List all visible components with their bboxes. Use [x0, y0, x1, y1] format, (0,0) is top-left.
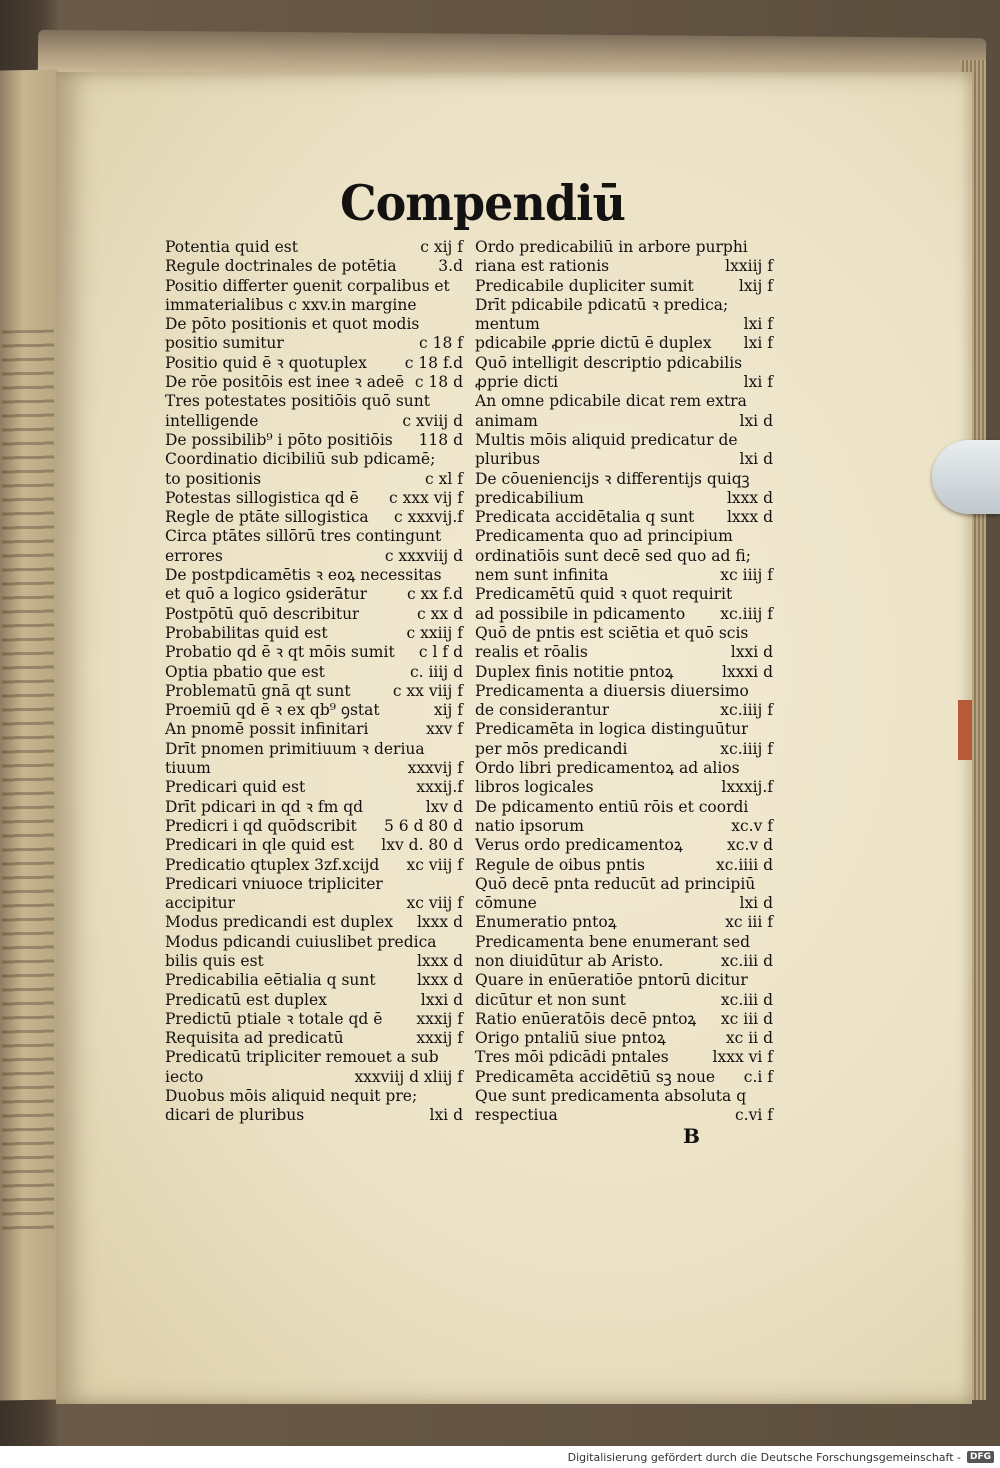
index-entry-ref: lxxx d: [416, 951, 463, 970]
index-entry-ref: xxxviij d xliij f: [354, 1067, 463, 1086]
index-entry: [165, 913, 463, 932]
index-entry-text: De postpdicamētis ꝛ eoꝝ necessitas: [165, 566, 442, 585]
index-entry: [165, 1068, 463, 1087]
index-entry-ref: lxxi d: [730, 643, 773, 662]
index-entry-text: Drīt pdicabile pdicatū ꝛ predica;: [475, 295, 729, 314]
index-entry-text: Duobus mōis aliquid nequit pre;: [165, 1087, 418, 1106]
index-entry-ref: lxxxi d: [722, 662, 773, 681]
index-entry: [475, 547, 773, 566]
index-entry-text: Ratio enūeratōis decē pntoꝝ: [475, 1009, 697, 1028]
index-entry: [165, 971, 463, 990]
index-entry: [165, 778, 463, 797]
index-entry-ref: c xl f: [425, 469, 463, 488]
index-entry-text: Predicamēta accidētiū sꝫ noue: [475, 1067, 716, 1086]
index-entry-ref: lxi f: [743, 373, 773, 392]
index-entry-text: An pnomē possit infinitari: [165, 720, 369, 739]
index-entry-text: Problematū gnā qt sunt: [165, 681, 351, 700]
index-entry-ref: lxxx vi f: [712, 1048, 773, 1067]
index-entry-text: Que sunt predicamenta absoluta q: [475, 1087, 747, 1106]
index-entry-text: errores: [165, 546, 223, 565]
index-entry-ref: lxi d: [429, 1106, 463, 1125]
index-entry: [165, 701, 463, 720]
index-entry: [475, 643, 773, 662]
index-entry: [165, 682, 463, 701]
index-entry: [475, 933, 773, 952]
index-entry: [165, 875, 463, 894]
index-entry-text: Predicari vniuoce tripliciter: [165, 874, 383, 893]
index-entry: [165, 836, 463, 855]
facing-page-edge: [0, 69, 58, 1400]
index-entry: [165, 508, 463, 527]
index-entry: [165, 431, 463, 450]
index-entry: [475, 527, 773, 546]
index-entry: [475, 585, 773, 604]
index-entry: [475, 431, 773, 450]
index-entry: [165, 605, 463, 624]
index-entry-text: per mōs predicandi: [475, 739, 628, 758]
index-entry: [475, 412, 773, 431]
index-entry: [165, 489, 463, 508]
index-entry: [165, 315, 463, 334]
index-entry: [165, 238, 463, 257]
index-entry-ref: lxi d: [739, 450, 773, 469]
page-content: [165, 174, 775, 1180]
index-entry: [165, 740, 463, 759]
index-entry: [475, 315, 773, 334]
index-entry-text: Verus ordo predicamentoꝝ: [475, 836, 683, 855]
index-entry-text: to positionis: [165, 469, 262, 488]
index-entry-text: iecto: [165, 1067, 204, 1086]
index-entry-ref: c xxiij f: [406, 623, 463, 642]
index-entry-text: libros logicales: [475, 778, 594, 797]
index-entry-text: Quare in enūeratiōe pntorū dicitur: [475, 971, 748, 990]
index-entry: [165, 952, 463, 971]
right-column: [475, 238, 773, 1126]
index-entry-text: respectiua: [475, 1106, 558, 1125]
index-entry-ref: c. iiij d: [409, 662, 463, 681]
index-entry: [165, 1029, 463, 1048]
index-entry-ref: lxij f: [738, 276, 773, 295]
index-entry: [475, 566, 773, 585]
index-entry: [475, 1106, 773, 1125]
index-entry: [475, 856, 773, 875]
index-entry-ref: lxi f: [743, 334, 773, 353]
index-entry-ref: c xxx vij f: [389, 488, 463, 507]
index-entry-text: ordinatiōis sunt decē sed quo ad fi;: [475, 546, 751, 565]
index-entry-text: Predicata accidētalia q sunt: [475, 508, 695, 527]
dfg-logo: DFG: [967, 1451, 994, 1463]
index-entry-text: Positio differter ꝯuenit corpalibus et: [165, 276, 450, 295]
index-entry: [165, 817, 463, 836]
index-entry: [165, 527, 463, 546]
index-entry-ref: lxv d: [425, 797, 463, 816]
index-entry-ref: xc.iiij f: [720, 739, 773, 758]
footer-credit: Digitalisierung gefördert durch die Deutsche Forschungsgemeinschaft -: [567, 1450, 961, 1464]
index-entry: [165, 643, 463, 662]
index-entry-ref: xxxvij f: [407, 759, 463, 778]
index-entry: [165, 663, 463, 682]
index-entry-ref: xc viij f: [406, 855, 463, 874]
index-entry-ref: lxv d. 80 d: [381, 836, 463, 855]
page-clip: [932, 440, 1000, 514]
index-entry: [475, 508, 773, 527]
index-entry-ref: lxxxij.f: [721, 778, 773, 797]
index-entry-text: cōmune: [475, 894, 537, 913]
index-entry-text: pdicabile ꝓprie dictū ē duplex: [475, 334, 712, 353]
index-entry-ref: c xxxvij.f: [393, 508, 463, 527]
index-entry: [475, 238, 773, 257]
index-entry-text: Multis mōis aliquid predicatur de: [475, 430, 738, 449]
index-entry: [165, 566, 463, 585]
index-entry: [165, 759, 463, 778]
index-entry: [165, 798, 463, 817]
index-entry: [165, 585, 463, 604]
index-entry-ref: c 18 f.d: [404, 353, 463, 372]
index-entry-ref: xij f: [433, 701, 463, 720]
index-entry: [475, 1068, 773, 1087]
index-entry-text: De possibilib⁹ i pōto positiōis: [165, 430, 393, 449]
index-entry: [165, 412, 463, 431]
index-entry-text: Predicamēta in logica distinguūtur: [475, 720, 749, 739]
index-entry-text: accipitur: [165, 894, 236, 913]
index-entry-ref: c 18 d: [414, 373, 463, 392]
index-entry: [475, 296, 773, 315]
index-entry-text: Proemiū qd ē ꝛ ex qb⁹ ꝯstat: [165, 701, 380, 720]
index-entry-text: Predicabilia eētialia q sunt: [165, 971, 376, 990]
index-entry-text: Coordinatio dicibiliū sub pdicamē;: [165, 450, 436, 469]
index-entry: [165, 354, 463, 373]
index-entry-ref: xc.v d: [727, 836, 773, 855]
index-entry: [165, 933, 463, 952]
index-entry-ref: lxxx d: [726, 508, 773, 527]
index-entry-text: Drīt pdicari in qd ꝛ fm qd: [165, 797, 364, 816]
index-entry-text: Probatio qd ē ꝛ qt mōis sumit: [165, 643, 395, 662]
index-entry-ref: c xx f.d: [406, 585, 463, 604]
index-entry: [165, 1048, 463, 1067]
index-entry-ref: lxxiij f: [725, 257, 773, 276]
index-entry-text: Potentia quid est: [165, 238, 298, 256]
index-entry-text: bilis quis est: [165, 951, 264, 970]
index-entry-text: Quō decē pnta reducūt ad principiū: [475, 874, 756, 893]
index-entry: [475, 971, 773, 990]
index-entry: [475, 354, 773, 373]
index-entry: [475, 663, 773, 682]
index-entry-text: An omne pdicabile dicat rem extra: [475, 392, 747, 411]
index-entry-ref: lxxi d: [420, 990, 463, 1009]
index-entry: [475, 624, 773, 643]
index-entry-text: intelligende: [165, 411, 259, 430]
index-entry-text: mentum: [475, 315, 540, 334]
index-entry-text: De pōto positionis et quot modis: [165, 315, 420, 334]
index-entry-text: Potestas sillogistica qd ē: [165, 488, 359, 507]
index-entry-text: Duplex finis notitie pntoꝝ: [475, 662, 674, 681]
index-entry-text: De rōe positōis est inee ꝛ adeē: [165, 373, 405, 392]
index-entry-ref: c l f d: [418, 643, 463, 662]
index-entry-text: Predicamenta quo ad principium: [475, 527, 733, 546]
index-entry: [475, 277, 773, 296]
index-entry: [475, 759, 773, 778]
index-entry: [165, 856, 463, 875]
index-entry: [475, 798, 773, 817]
index-entry: [165, 277, 463, 296]
index-entry-text: De pdicamento entiū rōis et coordi: [475, 797, 749, 816]
index-entry-ref: xc iii d: [720, 1009, 773, 1028]
index-entry-ref: xc.iiij f: [720, 604, 773, 623]
index-entry-text: pluribus: [475, 450, 541, 469]
index-entry-text: Requisita ad predicatū: [165, 1029, 344, 1048]
index-entry-text: Tres potestates positiōis quō sunt: [165, 392, 430, 411]
index-entry: [165, 894, 463, 913]
index-entry: [165, 547, 463, 566]
index-entry: [475, 450, 773, 469]
index-entry: [165, 450, 463, 469]
index-entry: [475, 836, 773, 855]
index-entry-ref: xc.v f: [731, 816, 773, 835]
index-entry-text: Regule doctrinales de potētia: [165, 257, 397, 276]
index-entry-ref: xc viij f: [406, 894, 463, 913]
index-entry-ref: c xij f: [420, 238, 463, 256]
index-entry-text: Probabilitas quid est: [165, 623, 328, 642]
index-entry-ref: xc.iiii d: [715, 855, 773, 874]
index-entry: [475, 913, 773, 932]
index-entry-ref: lxxx d: [416, 913, 463, 932]
index-entry-ref: 3.d: [438, 257, 463, 276]
index-entry-text: animam: [475, 411, 538, 430]
index-entry-ref: lxi d: [739, 411, 773, 430]
index-entry: [165, 257, 463, 276]
index-entry-ref: c xx viij f: [392, 681, 463, 700]
index-entry-text: Modus pdicandi cuiuslibet predica: [165, 932, 437, 951]
index-entry: [475, 817, 773, 836]
index-entry: [475, 682, 773, 701]
index-entry: [475, 605, 773, 624]
index-entry-text: Circa ptātes sillōrū tres contingunt: [165, 527, 442, 546]
index-entry-text: Predicari in qle quid est: [165, 836, 355, 855]
index-entry-ref: xc ii d: [725, 1029, 773, 1048]
index-entry-text: Quō intelligit descriptio pdicabilis: [475, 353, 743, 372]
index-entry-text: dicari de pluribus: [165, 1106, 305, 1125]
index-entry: [165, 1087, 463, 1106]
index-entry-text: immaterialibus c xxv.in margine: [165, 295, 417, 314]
index-entry-text: Origo pntaliū siue pntoꝝ: [475, 1029, 666, 1048]
index-entry-text: Ordo libri predicamentoꝝ ad alios: [475, 759, 740, 778]
index-entry-text: Quō de pntis est sciētia et quō scis: [475, 623, 749, 642]
index-entry-text: riana est rationis: [475, 257, 610, 276]
index-entry-ref: xxv f: [426, 720, 463, 739]
index-entry-text: ad possibile in pdicamento: [475, 604, 686, 623]
index-entry: [475, 740, 773, 759]
index-entry: [475, 392, 773, 411]
index-entry: [475, 373, 773, 392]
index-entry-ref: lxxx d: [726, 488, 773, 507]
index-entry-text: Ordo predicabiliū in arbore purphi: [475, 238, 748, 256]
index-entry-ref: xxxij f: [416, 1029, 463, 1048]
index-entry-text: Predicatū tripliciter remouet a sub: [165, 1048, 439, 1067]
index-entry-text: Predicamenta bene enumerant sed: [475, 932, 751, 951]
index-entry: [165, 470, 463, 489]
index-entry-ref: c.vi f: [735, 1106, 773, 1125]
index-entry: [165, 720, 463, 739]
index-entry-ref: c xviij d: [402, 411, 463, 430]
index-entry: [475, 991, 773, 1010]
index-entry-text: Predicamenta a diuersis diuersimo: [475, 681, 749, 700]
index-entry: [475, 470, 773, 489]
index-entry-text: Predicatio qtuplex 3zf.xcijd: [165, 855, 380, 874]
index-entry: [475, 701, 773, 720]
index-entry: [475, 489, 773, 508]
index-entry-text: Optia pbatio que est: [165, 662, 325, 681]
index-entry: [165, 991, 463, 1010]
index-entry-ref: xxxij.f: [416, 778, 463, 797]
index-entry: [475, 952, 773, 971]
index-entry: [475, 720, 773, 739]
index-entry-ref: xc.iii d: [720, 990, 773, 1009]
index-entry-text: natio ipsorum: [475, 816, 584, 835]
index-entry: [165, 373, 463, 392]
left-column: [165, 238, 463, 1126]
index-entry-text: Predicabile dupliciter sumit: [475, 276, 694, 295]
index-entry-text: nem sunt infinita: [475, 566, 609, 585]
index-entry-text: ꝓprie dicti: [475, 373, 559, 392]
index-entry-ref: lxxx d: [416, 971, 463, 990]
index-entry-text: Regule de oibus pntis: [475, 855, 645, 874]
index-entry-text: non diuidūtur ab Aristo.: [475, 951, 664, 970]
signature-mark: B: [683, 1124, 700, 1148]
index-entry-text: Drīt pnomen primitiuum ꝛ deriua: [165, 739, 425, 758]
index-entry-text: De cōueniencijs ꝛ differentijs quiqꝫ: [475, 469, 750, 488]
facing-page-text-bleed: [2, 330, 54, 1231]
index-entry: [475, 875, 773, 894]
index-entry: [165, 1106, 463, 1125]
index-entry: [475, 1010, 773, 1029]
index-entry-ref: xc.iii d: [720, 951, 773, 970]
index-entry: [165, 1010, 463, 1029]
index-entry-text: realis et rōalis: [475, 643, 588, 662]
index-entry: [475, 1029, 773, 1048]
index-entry: [475, 1087, 773, 1106]
index-entry-ref: lxi d: [739, 894, 773, 913]
index-entry-text: tiuum: [165, 759, 211, 778]
index-entry: [475, 778, 773, 797]
index-entry: [475, 894, 773, 913]
index-entry: [475, 257, 773, 276]
index-entry-ref: xc.iiij f: [720, 701, 773, 720]
index-entry-ref: 118 d: [418, 430, 463, 449]
index-entry: [475, 334, 773, 353]
index-entry-text: Modus predicandi est duplex: [165, 913, 394, 932]
index-entry-text: Predicari quid est: [165, 778, 306, 797]
index-entry-text: Postpōtū quō describitur: [165, 604, 360, 623]
index-entry-ref: 5 6 d 80 d: [384, 816, 463, 835]
index-entry-ref: c xxxviij d: [384, 546, 463, 565]
index-entry: [165, 296, 463, 315]
index-entry-text: Positio quid ē ꝛ quotuplex: [165, 353, 367, 372]
index-entry-ref: xc iiij f: [720, 566, 773, 585]
index-entry-text: et quō a logico ꝯsiderātur: [165, 585, 368, 604]
index-entry: [165, 334, 463, 353]
index-entry-ref: lxi f: [743, 315, 773, 334]
running-header: Compendiū: [340, 174, 625, 232]
footer-bar: [0, 1446, 1000, 1468]
index-entry-text: Predictū ptiale ꝛ totale qd ē: [165, 1009, 383, 1028]
index-entry-text: Predicri i qd quōdscribit: [165, 816, 357, 835]
index-entry-text: dicūtur et non sunt: [475, 990, 626, 1009]
index-entry-text: Predicamētū quid ꝛ quot requirit: [475, 585, 733, 604]
index-entry-text: predicabilium: [475, 488, 584, 507]
index-entry-text: de considerantur: [475, 701, 610, 720]
index-entry-text: Predicatū est duplex: [165, 990, 327, 1009]
index-entry: [475, 1048, 773, 1067]
index-entry-text: Regle de ptāte sillogistica: [165, 508, 369, 527]
index-entry-text: Tres mōi pdicādi pntales: [475, 1048, 669, 1067]
index-entry: [165, 392, 463, 411]
bookmark-ribbon: [958, 700, 972, 760]
index-entry-ref: c.i f: [743, 1067, 773, 1086]
index-entry-ref: c 18 f: [419, 334, 463, 353]
index-entry-ref: c xx d: [417, 604, 463, 623]
index-entry-text: Enumeratio pntoꝝ: [475, 913, 617, 932]
index-entry-ref: xxxij f: [416, 1009, 463, 1028]
index-entry-text: positio sumitur: [165, 334, 284, 353]
index-entry: [165, 624, 463, 643]
index-entry-ref: xc iii f: [725, 913, 773, 932]
